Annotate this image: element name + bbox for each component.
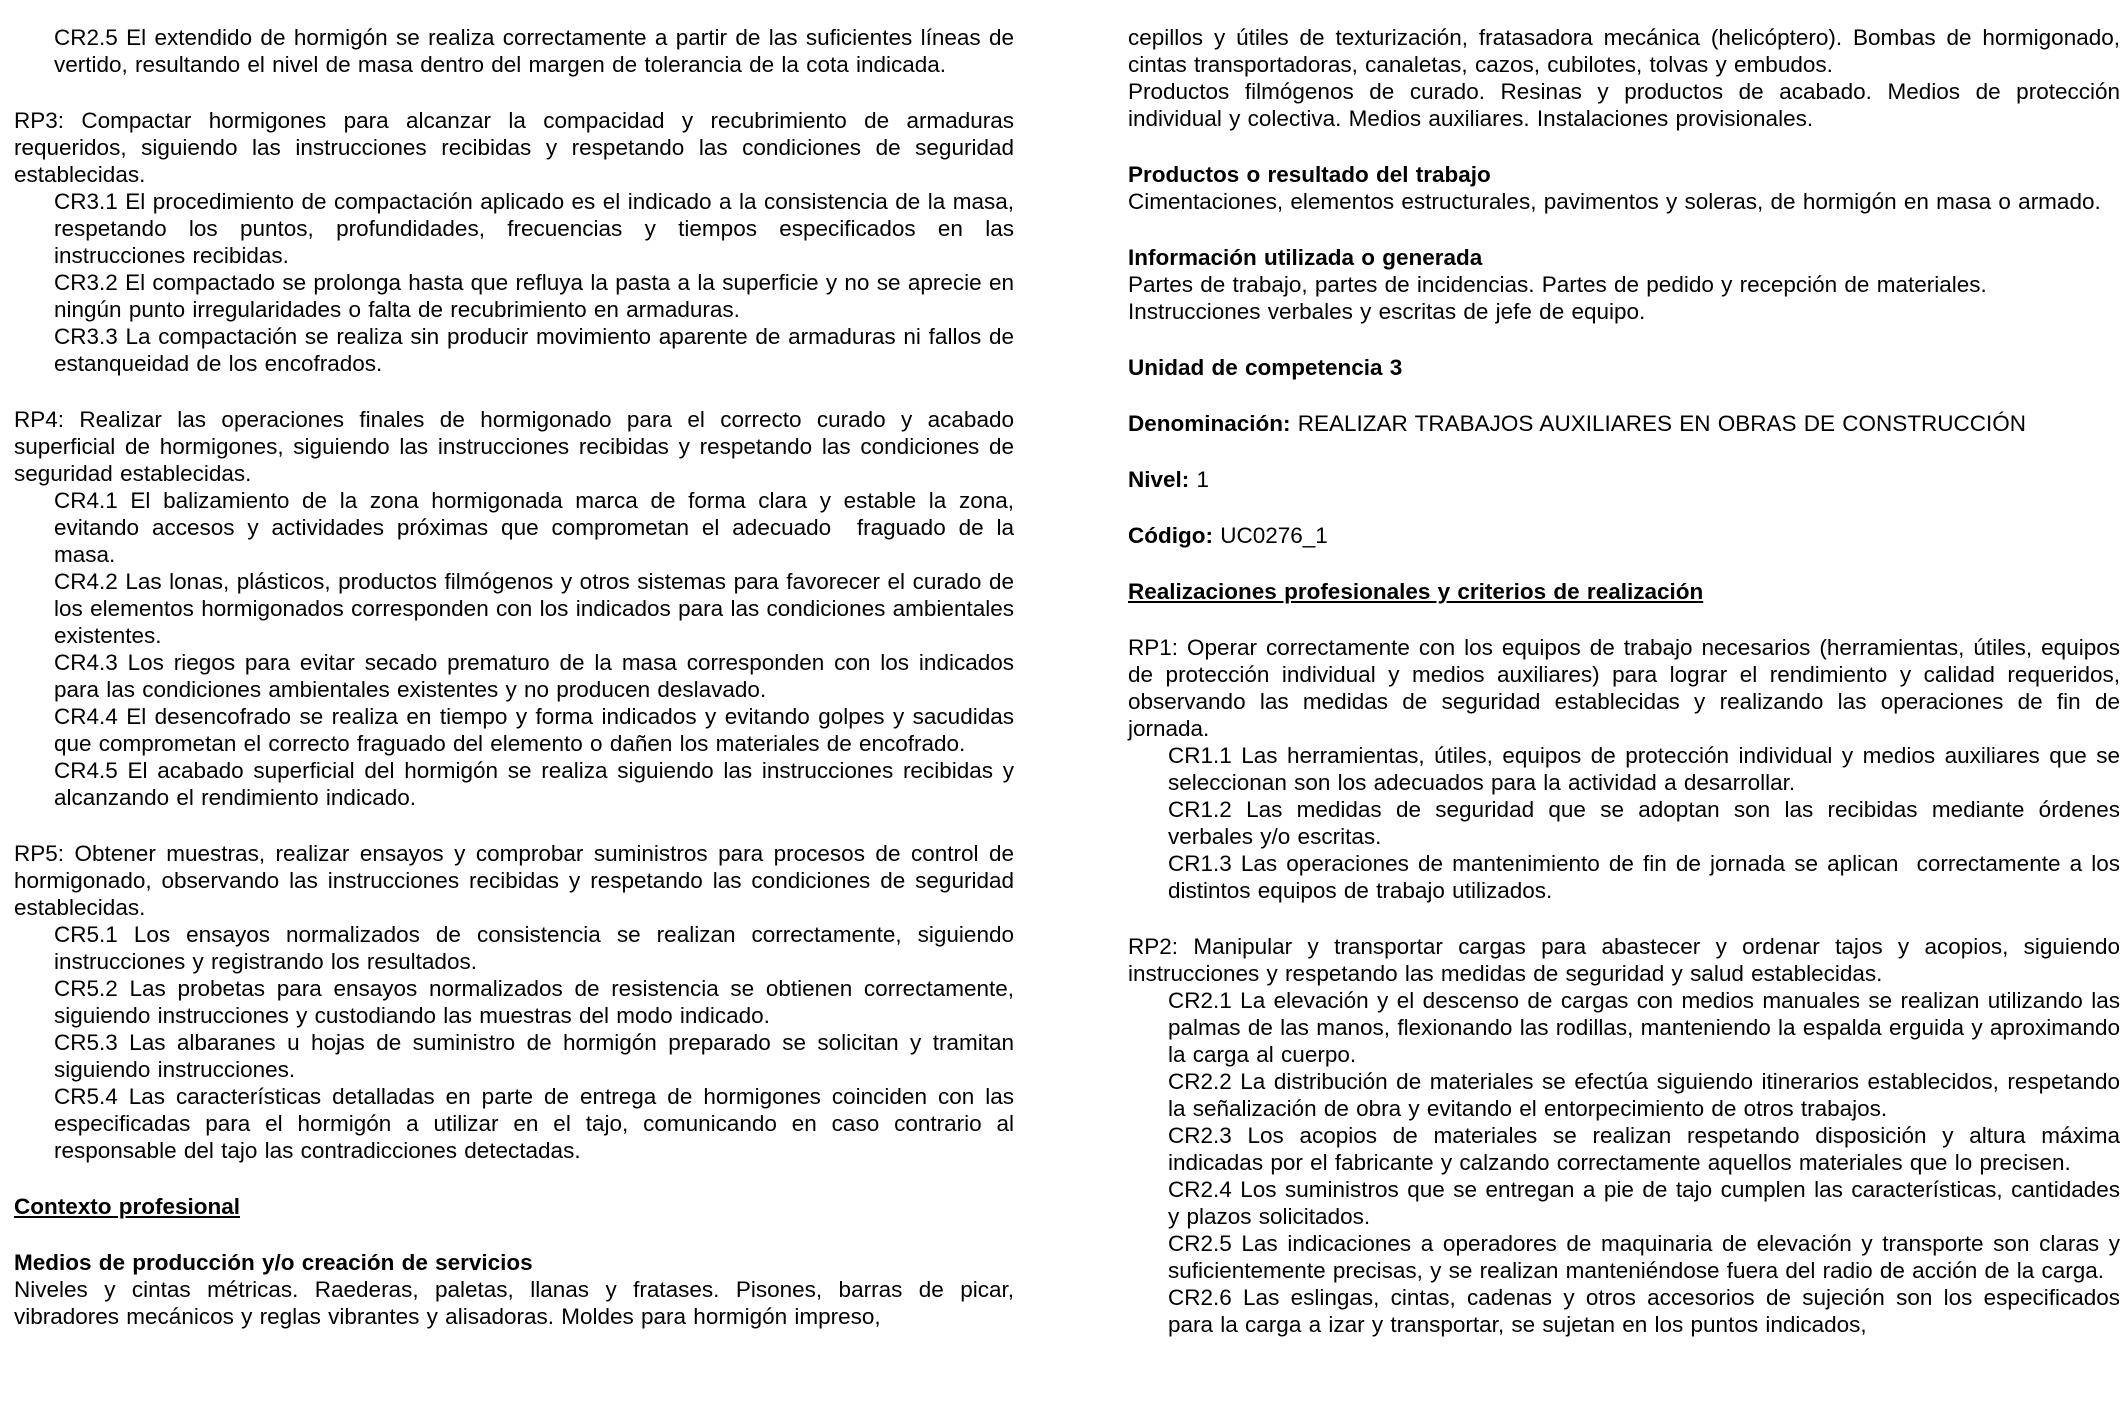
criterion-paragraph: CR2.1 La elevación y el descenso de cargas con medios manuales se realizan utilizando las palmas de las manos, flexionando las rodillas, manteniendo la espalda erguida y aproximando la carga al cuerpo. — [1168, 988, 2120, 1067]
criterion-paragraph: CR5.2 Las probetas para ensayos normalizados de resistencia se obtienen correctamente, siguiendo instrucciones y custodiando las muestras del modo indicado. — [54, 976, 1014, 1028]
criterion-paragraph: CR2.2 La distribución de materiales se efectúa siguiendo itinerarios establecidos, respetando la señalización de obra y evitando el entorpecimiento de otros trabajos. — [1168, 1069, 2120, 1121]
paragraph: Instrucciones verbales y escritas de jefe de equipo. — [1128, 299, 1646, 324]
right-column — [1128, 24, 2120, 1338]
subsection-heading: Medios de producción y/o creación de servicios — [14, 1250, 533, 1275]
criterion-paragraph: CR2.5 Las indicaciones a operadores de maquinaria de elevación y transporte son claras y suficientemente precisas, y se realizan manteniéndose fuera del radio de acción de la carga. — [1168, 1231, 2120, 1283]
rp-paragraph: RP5: Obtener muestras, realizar ensayos y comprobar suministros para procesos de control de hormigonado, observando las instrucciones recibidas y respetando las condiciones de seguridad establecidas. — [14, 841, 1014, 920]
criterion-paragraph: CR4.3 Los riegos para evitar secado prematuro de la masa corresponden con los indicados para las condiciones ambientales existentes y no producen deslavado. — [54, 650, 1014, 702]
field-row — [1128, 410, 2120, 437]
paragraph: cepillos y útiles de texturización, fratasadora mecánica (helicóptero). Bombas de hormigonado, cintas transportadoras, canaletas, cazos, cubilotes, tolvas y embudos. — [1128, 25, 2120, 77]
field-value: UC0276_1 — [1220, 523, 1328, 548]
field-row — [1128, 522, 2120, 549]
section-heading-underlined: Realizaciones profesionales y criterios de realización — [1128, 579, 1704, 604]
rp-paragraph: RP1: Operar correctamente con los equipos de trabajo necesarios (herramientas, útiles, equipos de protección individual y medios auxiliares) para lograr el rendimiento y calidad requeridos, observando las medidas de seguridad establecidas y realizando las operaciones de fin de jornada. — [1128, 635, 2120, 741]
criterion-paragraph: CR5.4 Las características detalladas en parte de entrega de hormigones coinciden con las especificadas para el hormigón a utilizar en el tajo, comunicando en caso contrario al responsable del tajo las contradicciones detectadas. — [54, 1084, 1014, 1163]
criterion-paragraph: CR2.4 Los suministros que se entregan a pie de tajo cumplen las características, cantidades y plazos solicitados. — [1168, 1177, 2120, 1229]
field-label: Nivel: — [1128, 467, 1190, 492]
paragraph: Cimentaciones, elementos estructurales, pavimentos y soleras, de hormigón en masa o armado. — [1128, 189, 2101, 214]
criterion-paragraph: CR2.6 Las eslingas, cintas, cadenas y otros accesorios de sujeción son los especificados para la carga a izar y transportar, se sujetan en los puntos indicados, — [1168, 1285, 2120, 1337]
paragraph: Partes de trabajo, partes de incidencias. Partes de pedido y recepción de materiales. — [1128, 272, 1987, 297]
subsection-heading: Productos o resultado del trabajo — [1128, 162, 1491, 187]
left-column — [14, 24, 1014, 1330]
criterion-paragraph: CR1.3 Las operaciones de mantenimiento de fin de jornada se aplican correctamente a los distintos equipos de trabajo utilizados. — [1168, 851, 2120, 903]
field-label: Denominación: — [1128, 411, 1291, 436]
criterion-paragraph: CR3.1 El procedimiento de compactación aplicado es el indicado a la consistencia de la masa, respetando los puntos, profundidades, frecuencias y tiempos especificados en las instrucciones recibidas. — [54, 189, 1014, 268]
subsection-heading: Unidad de competencia 3 — [1128, 355, 1403, 380]
criterion-paragraph: CR4.1 El balizamiento de la zona hormigonada marca de forma clara y estable la zona, evitando accesos y actividades próximas que comprometan el adecuado fraguado de la masa. — [54, 488, 1014, 567]
field-label: Código: — [1128, 523, 1213, 548]
criterion-paragraph: CR3.3 La compactación se realiza sin producir movimiento aparente de armaduras ni fallos de estanqueidad de los encofrados. — [54, 324, 1014, 376]
criterion-paragraph: CR2.3 Los acopios de materiales se realizan respetando disposición y altura máxima indicadas por el fabricante y calzando correctamente aquellos materiales que lo precisen. — [1168, 1123, 2120, 1175]
criterion-paragraph: CR4.4 El desencofrado se realiza en tiempo y forma indicados y evitando golpes y sacudidas que comprometan el correcto fraguado del elemento o dañen los materiales de encofrado. — [54, 704, 1014, 756]
field-value: 1 — [1196, 467, 1210, 492]
criterion-paragraph: CR4.5 El acabado superficial del hormigón se realiza siguiendo las instrucciones recibidas y alcanzando el rendimiento indicado. — [54, 758, 1014, 810]
criterion-paragraph: CR3.2 El compactado se prolonga hasta que refluya la pasta a la superficie y no se aprecie en ningún punto irregularidades o falta de recubrimiento en armaduras. — [54, 270, 1014, 322]
field-row — [1128, 466, 2120, 493]
criterion-paragraph: CR5.3 Las albaranes u hojas de suministro de hormigón preparado se solicitan y tramitan siguiendo instrucciones. — [54, 1030, 1014, 1082]
paragraph: Productos filmógenos de curado. Resinas y productos de acabado. Medios de protección individual y colectiva. Medios auxiliares. Instalaciones provisionales. — [1128, 79, 2120, 131]
criterion-paragraph: CR4.2 Las lonas, plásticos, productos filmógenos y otros sistemas para favorecer el curado de los elementos hormigonados corresponden con los indicados para las condiciones ambientales existentes. — [54, 569, 1014, 648]
criterion-paragraph: CR5.1 Los ensayos normalizados de consistencia se realizan correctamente, siguiendo instrucciones y registrando los resultados. — [54, 922, 1014, 974]
criterion-paragraph: CR1.2 Las medidas de seguridad que se adoptan son las recibidas mediante órdenes verbales y/o escritas. — [1168, 797, 2120, 849]
criterion-paragraph: CR1.1 Las herramientas, útiles, equipos de protección individual y medios auxiliares que se seleccionan son los adecuados para la actividad a desarrollar. — [1168, 743, 2120, 795]
subsection-heading: Información utilizada o generada — [1128, 245, 1483, 270]
section-heading-underlined: Contexto profesional — [14, 1194, 241, 1219]
criterion-paragraph: CR2.5 El extendido de hormigón se realiza correctamente a partir de las suficientes líneas de vertido, resultando el nivel de masa dentro del margen de tolerancia de la cota indicada. — [54, 25, 1014, 77]
rp-paragraph: RP3: Compactar hormigones para alcanzar la compacidad y recubrimiento de armaduras requeridos, siguiendo las instrucciones recibidas y respetando las condiciones de seguridad establecidas. — [14, 108, 1014, 187]
paragraph: Niveles y cintas métricas. Raederas, paletas, llanas y fratases. Pisones, barras de picar, vibradores mecánicos y reglas vibrantes y alisadoras. Moldes para hormigón impreso, — [14, 1277, 1014, 1329]
rp-paragraph: RP2: Manipular y transportar cargas para abastecer y ordenar tajos y acopios, siguiendo instrucciones y respetando las medidas de seguridad y salud establecidas. — [1128, 934, 2120, 986]
rp-paragraph: RP4: Realizar las operaciones finales de hormigonado para el correcto curado y acabado superficial de hormigones, siguiendo las instrucciones recibidas y respetando las condiciones de seguridad establecidas. — [14, 407, 1014, 486]
field-value: REALIZAR TRABAJOS AUXILIARES EN OBRAS DE CONSTRUCCIÓN — [1297, 411, 2027, 436]
